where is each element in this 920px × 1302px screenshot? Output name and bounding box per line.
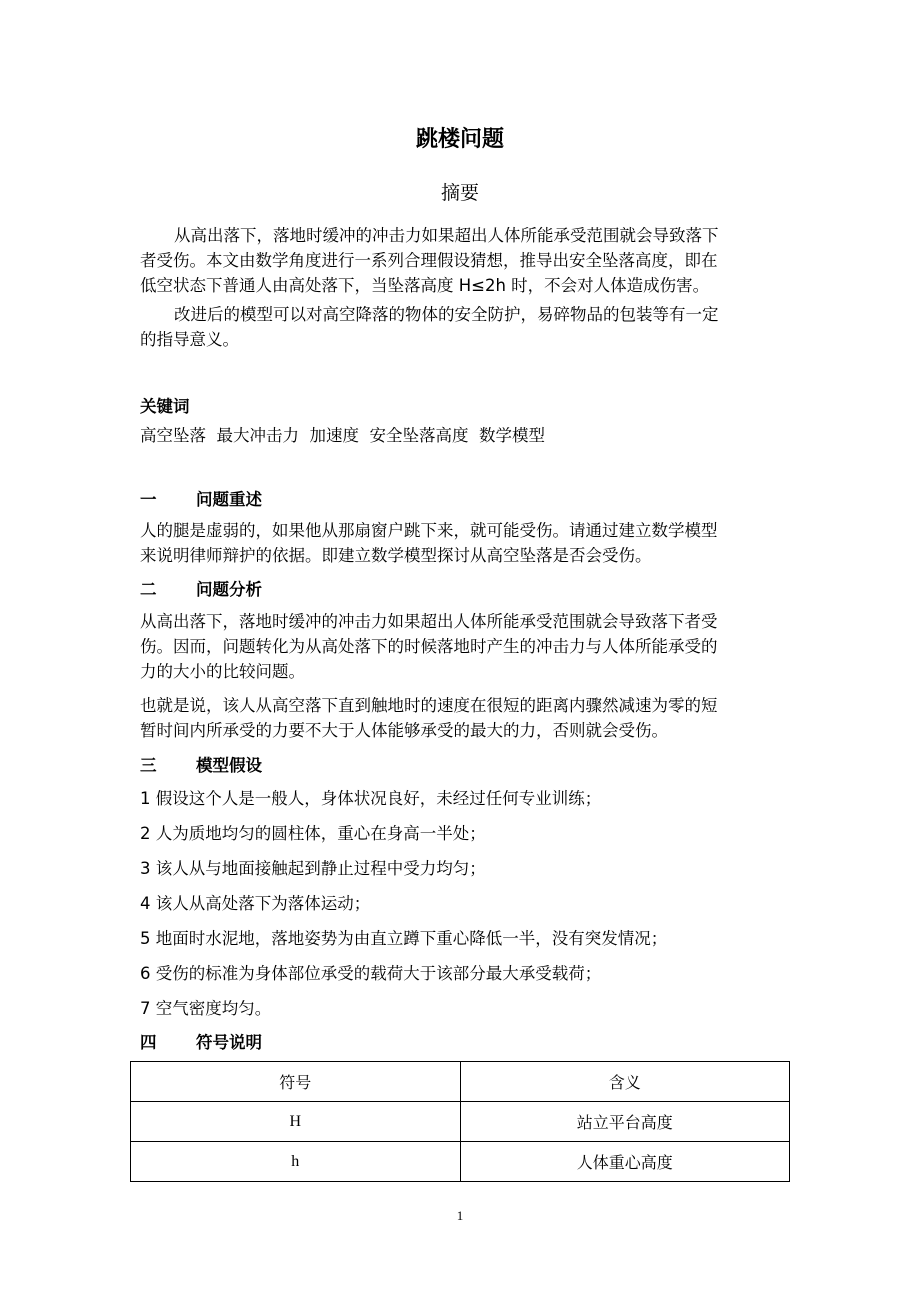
table-header-row (131, 1062, 790, 1102)
table-cell: 人体重心高度 (460, 1142, 790, 1182)
list-item: 4 该人从高处落下为落体运动； (140, 894, 371, 913)
line: 从高出落下，落地时缓冲的冲击力如果超出人体所能承受范围就会导致落下者受 (140, 612, 718, 631)
list-item: 6 受伤的标准为身体部位承受的载荷大于该部分最大承受载荷； (140, 964, 602, 983)
keywords-heading: 关键词 (140, 397, 190, 416)
section-number: 二 (140, 580, 157, 599)
page-number: 1 (456, 1208, 464, 1223)
table-row (131, 1102, 790, 1142)
section-number: 三 (140, 756, 157, 775)
list-item: 3 该人从与地面接触起到静止过程中受力均匀； (140, 859, 486, 878)
line: 的指导意义。 (140, 330, 239, 349)
abstract-paragraph-2 (140, 302, 790, 352)
list-item: 1 假设这个人是一般人，身体状况良好，未经过任何专业训练； (140, 789, 602, 808)
line: 力的大小的比较问题。 (140, 662, 305, 681)
section-title: 模型假设 (196, 756, 262, 775)
header-cell: 含义 (460, 1062, 790, 1102)
section-2-paragraph-1 (140, 609, 790, 684)
section-title: 问题重述 (196, 490, 262, 509)
list-item: 7 空气密度均匀。 (140, 999, 272, 1018)
section-number: 四 (140, 1033, 157, 1052)
assumption-list (140, 786, 790, 1018)
line: 改进后的模型可以对高空降落的物体的安全防护，易碎物品的包装等有一定 (174, 305, 719, 324)
section-3-heading (140, 752, 262, 776)
list-item: 2 人为质地均匀的圆柱体，重心在身高一半处； (140, 824, 486, 843)
table-cell: H (131, 1102, 461, 1142)
section-1-heading (140, 486, 262, 510)
line: 人的腿是虚弱的，如果他从那扇窗户跳下来，就可能受伤。请通过建立数学模型 (140, 521, 718, 540)
table-cell: h (131, 1142, 461, 1182)
list-item: 5 地面时水泥地，落地姿势为由直立蹲下重心降低一半，没有突发情况； (140, 929, 668, 948)
keywords-text: 高空坠落 最大冲击力 加速度 安全坠落高度 数学模型 (140, 426, 545, 445)
section-title: 问题分析 (196, 580, 262, 599)
table-cell: 站立平台高度 (460, 1102, 790, 1142)
abstract-heading: 摘要 (440, 182, 479, 204)
line: 伤。因而，问题转化为从高处落下的时候落地时产生的冲击力与人体所能承受的 (140, 637, 718, 656)
abstract-paragraph-1 (140, 223, 790, 298)
line: 来说明律师辩护的依据。即建立数学模型探讨从高空坠落是否会受伤。 (140, 546, 652, 565)
header-cell: 符号 (131, 1062, 461, 1102)
line: 低空状态下普通人由高处落下，当坠落高度 H≤2h 时，不会对人体造成伤害。 (140, 276, 710, 295)
table-row (131, 1142, 790, 1182)
section-title: 符号说明 (196, 1033, 262, 1052)
line: 者受伤。本文由数学角度进行一系列合理假设猜想，推导出安全坠落高度，即在 (140, 251, 718, 270)
line: 从高出落下，落地时缓冲的冲击力如果超出人体所能承受范围就会导致落下 (174, 226, 719, 245)
section-1-text (140, 518, 790, 568)
section-2-paragraph-2 (140, 693, 790, 743)
section-2-heading (140, 576, 262, 600)
line: 暂时间内所承受的力要不大于人体能够承受的最大的力，否则就会受伤。 (140, 721, 668, 740)
line: 也就是说，该人从高空落下直到触地时的速度在很短的距离内骤然减速为零的短 (140, 696, 718, 715)
section-number: 一 (140, 490, 157, 509)
symbol-table (130, 1061, 790, 1182)
section-4-heading (140, 1029, 262, 1053)
doc-title: 跳楼问题 (415, 127, 504, 152)
